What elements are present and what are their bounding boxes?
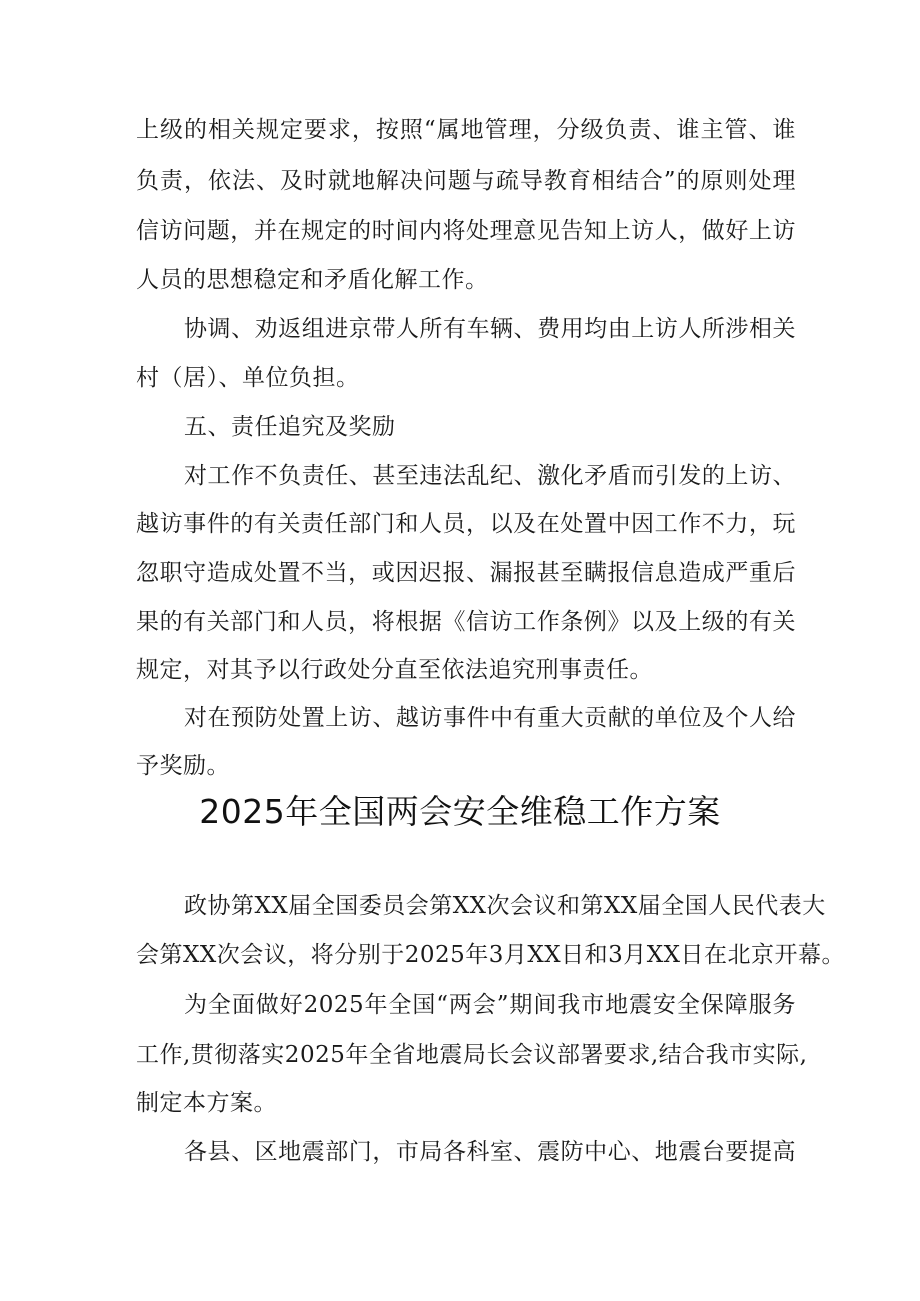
body-text-line: 信访问题，并在规定的时间内将处理意见告知上访人，做好上访 bbox=[136, 218, 796, 244]
body-text-line: 忽职守造成处置不当，或因迟报、漏报甚至瞒报信息造成严重后 bbox=[136, 560, 796, 586]
body-text-line: 各县、区地震部门，市局各科室、震防中心、地震台要提高 bbox=[184, 1139, 796, 1165]
body-text-line: 为全面做好2025年全国“两会”期间我市地震安全保障服务 bbox=[184, 992, 796, 1018]
section-heading: 五、责任追究及奖励 bbox=[184, 414, 396, 440]
body-text-line: 协调、劝返组进京带人所有车辆、费用均由上访人所涉相关 bbox=[184, 316, 796, 342]
body-text-line: 对工作不负责任、甚至违法乱纪、激化矛盾而引发的上访、 bbox=[184, 463, 796, 489]
body-text-line: 会第XX次会议，将分别于2025年3月XX日和3月XX日在北京开幕。 bbox=[136, 942, 846, 968]
body-text-line: 果的有关部门和人员，将根据《信访工作条例》以及上级的有关 bbox=[136, 609, 796, 635]
body-text-line: 规定，对其予以行政处分直至依法追究刑事责任。 bbox=[136, 657, 653, 683]
body-text-line: 政协第XX届全国委员会第XX次会议和第XX届全国人民代表大 bbox=[184, 893, 826, 919]
body-text-line: 越访事件的有关责任部门和人员，以及在处置中因工作不力，玩 bbox=[136, 511, 796, 537]
body-text-line: 村（居）、单位负担。 bbox=[136, 365, 360, 391]
body-text-line: 予奖励。 bbox=[136, 753, 230, 779]
body-text-line: 工作,贯彻落实2025年全省地震局长会议部署要求,结合我市实际, bbox=[136, 1042, 808, 1068]
body-text-line: 上级的相关规定要求，按照“属地管理，分级负责、谁主管、谁 bbox=[136, 117, 796, 143]
body-text-line: 人员的思想稳定和矛盾化解工作。 bbox=[136, 267, 489, 293]
body-text-line: 对在预防处置上访、越访事件中有重大贡献的单位及个人给 bbox=[184, 705, 796, 731]
document-title: 2025年全国两会安全维稳工作方案 bbox=[199, 792, 721, 831]
body-text-line: 制定本方案。 bbox=[136, 1090, 277, 1116]
body-text-line: 负责，依法、及时就地解决问题与疏导教育相结合”的原则处理 bbox=[136, 168, 796, 194]
